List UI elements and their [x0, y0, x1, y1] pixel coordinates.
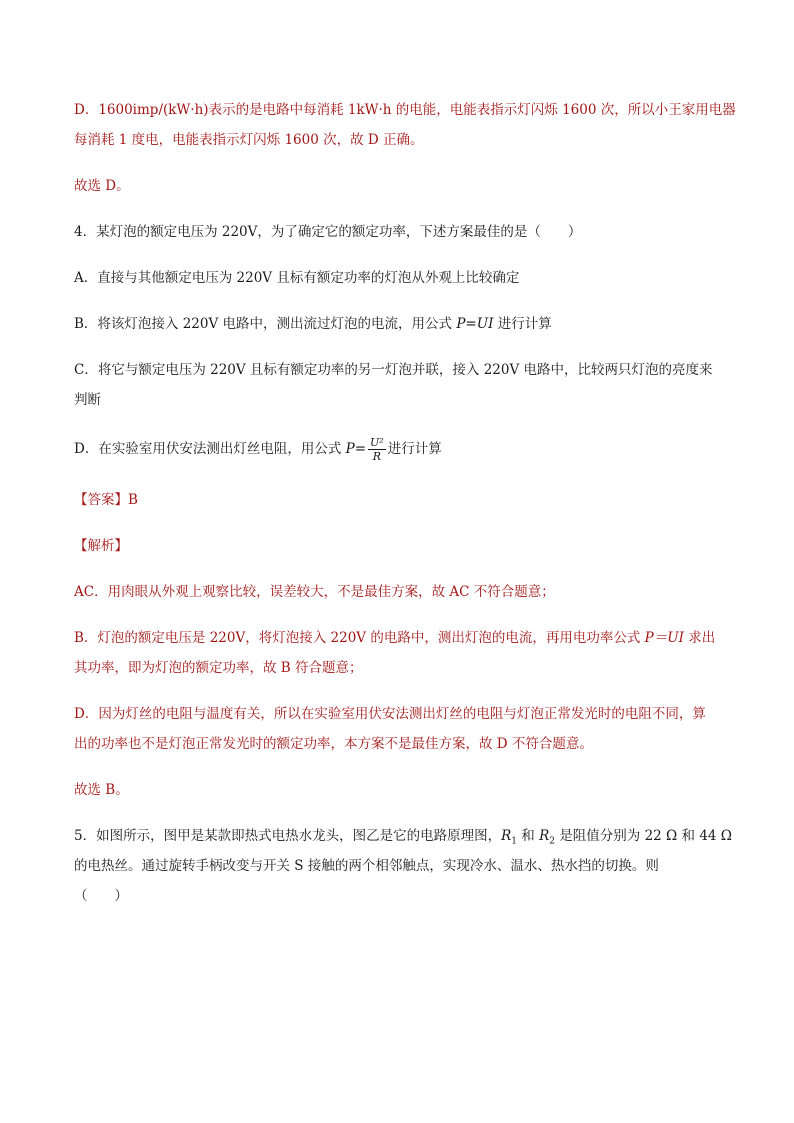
- analysis-b-tail: 求出: [683, 630, 716, 646]
- fraction-denominator: R: [372, 450, 382, 463]
- q5-stem-line3: （ ）: [74, 888, 128, 904]
- q4-analysis-b-line2: 其功率，即为灯泡的额定功率，故 B 符合题意；: [74, 660, 363, 676]
- analysis-b-text: B．灯泡的额定电压是 220V，将灯泡接入 220V 的电路中，测出灯泡的电流，再用电功率公式: [74, 630, 645, 646]
- q4-option-b-text: B．将该灯泡接入 220V 电路中，测出流过灯泡的电流，用公式: [74, 316, 457, 332]
- q5-tail: 是阻值分别为 22 Ω 和 44 Ω: [555, 828, 732, 844]
- q4-choice: 故选 B。: [74, 782, 129, 798]
- answer-label: 【答案】: [74, 492, 128, 508]
- q4-option-d: [74, 436, 442, 463]
- q4-analysis-ac: AC．用肉眼从外观上观察比较，误差较大，不是最佳方案，故 AC 不符合题意；: [74, 584, 555, 600]
- q4-option-d-fraction: [368, 436, 386, 463]
- q5-r1-sub: 1: [511, 836, 517, 847]
- q5-r1: R: [501, 828, 512, 844]
- q4-analysis-d-line1: D．因为灯丝的电阻与温度有关，所以在实验室用伏安法测出灯丝的电阻与灯泡正常发光时的电阻不同，算: [74, 706, 706, 722]
- q4-stem: 4．某灯泡的额定电压为 220V，为了确定它的额定功率，下述方案最佳的是（ ）: [74, 224, 582, 240]
- q4-option-d-formula-p: P=: [345, 441, 367, 457]
- q4-answer: [74, 490, 138, 510]
- q4-option-b: [74, 314, 552, 334]
- q5-r2-sub: 2: [549, 836, 555, 847]
- answer-value: B: [128, 492, 138, 508]
- q4-analysis-b-line1: [74, 628, 715, 648]
- prev-option-d-line1: D．1600imp/(kW·h)表示的是电路中每消耗 1kW·h 的电能，电能表指示灯闪烁 1600 次，所以小王家用电器: [74, 102, 736, 118]
- q4-analysis-label: 【解析】: [74, 538, 128, 554]
- q4-option-d-text: D．在实验室用伏安法测出灯丝电阻，用公式: [74, 441, 346, 457]
- q4-option-b-formula: P=UI: [456, 316, 494, 332]
- q4-option-b-tail: 进行计算: [493, 316, 552, 332]
- q4-analysis-d-line2: 出的功率也不是灯泡正常发光时的额定功率，本方案不是最佳方案，故 D 不符合题意。: [74, 736, 593, 752]
- prev-choice: 故选 D。: [74, 178, 130, 194]
- prev-option-d-line2: 每消耗 1 度电，电能表指示灯闪烁 1600 次，故 D 正确。: [74, 132, 424, 148]
- q4-option-c-line2: 判断: [74, 392, 101, 408]
- fraction-numerator: U²: [370, 436, 384, 449]
- q5-stem-line2: 的电热丝。通过旋转手柄改变与开关 S 接触的两个相邻触点，实现冷水、温水、热水挡的切换。则: [74, 858, 659, 874]
- q4-option-a: A．直接与其他额定电压为 220V 且标有额定功率的灯泡从外观上比较确定: [74, 270, 520, 286]
- q4-option-c-line1: C．将它与额定电压为 220V 且标有额定功率的另一灯泡并联，接入 220V 电路中，比较两只灯泡的亮度来: [74, 362, 713, 378]
- analysis-b-formula: P＝UI: [644, 630, 684, 646]
- q4-option-d-tail: 进行计算: [387, 441, 442, 457]
- q5-and: 和: [517, 828, 540, 844]
- q5-text: 5．如图所示，图甲是某款即热式电热水龙头，图乙是它的电路原理图，: [74, 828, 502, 844]
- q5-stem-line1: [74, 826, 732, 852]
- q5-r2: R: [539, 828, 550, 844]
